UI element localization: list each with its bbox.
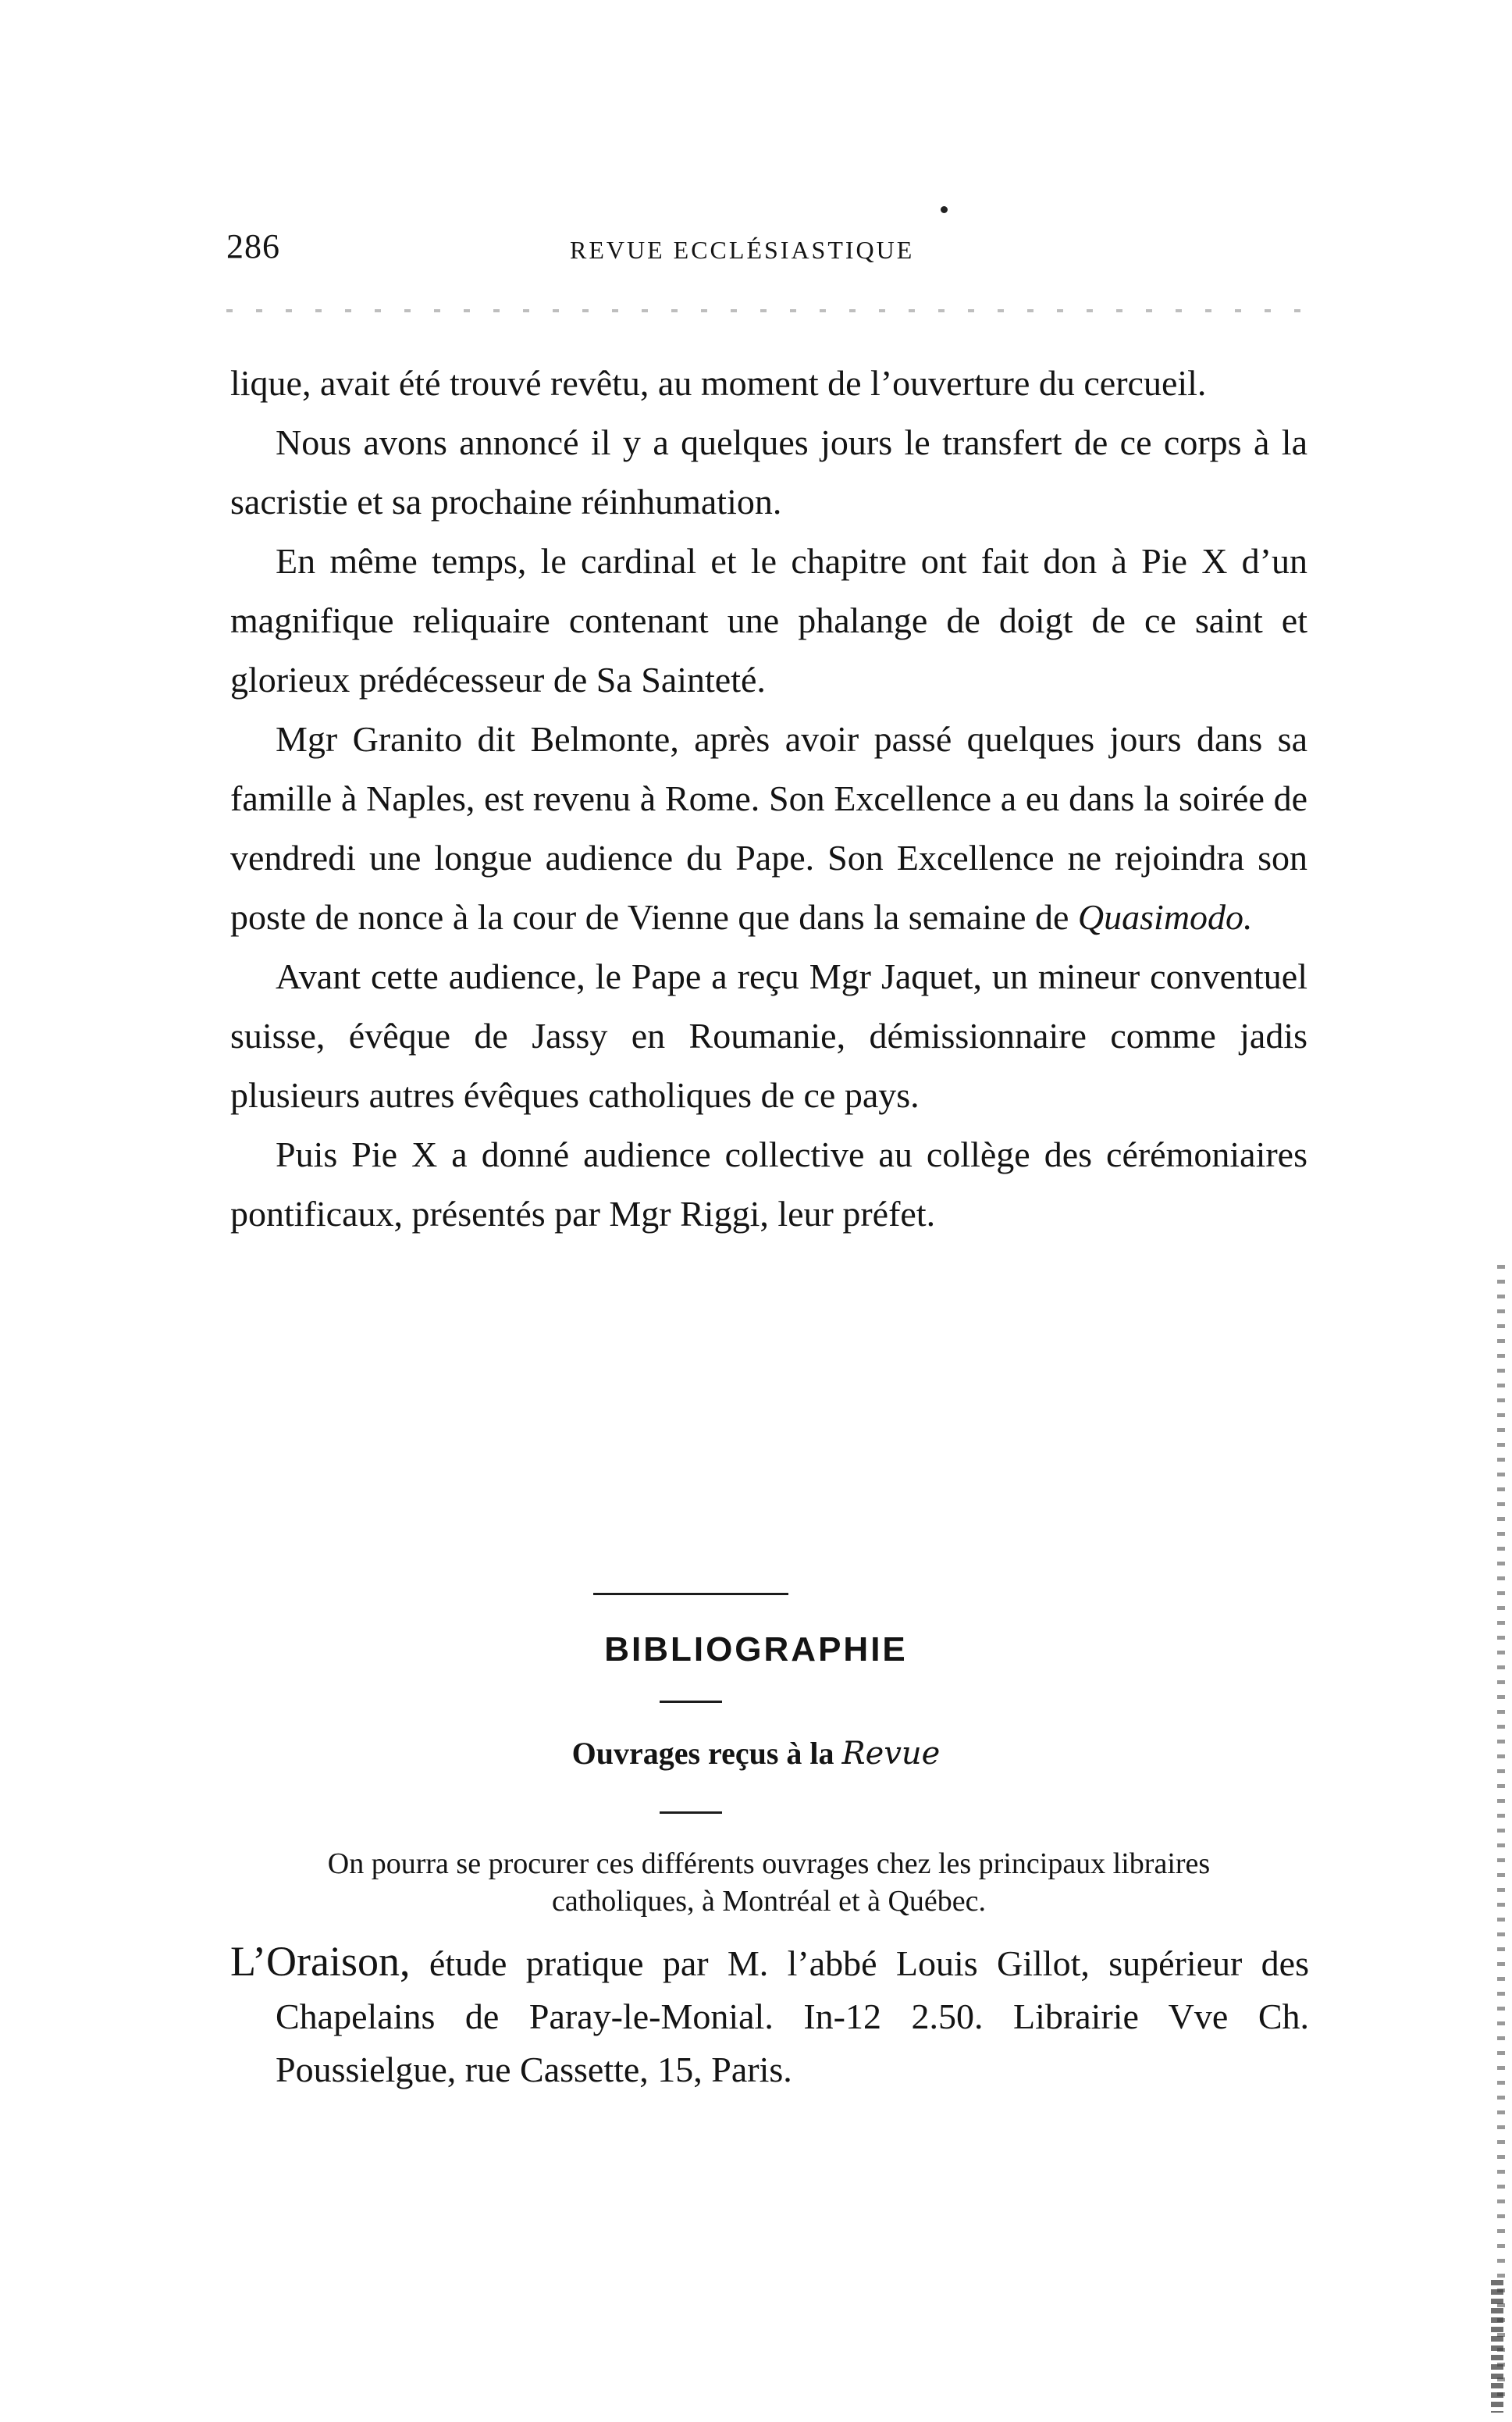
book-entry bbox=[230, 1935, 1309, 2096]
header-rule bbox=[226, 309, 1308, 312]
small-divider bbox=[660, 1701, 722, 1703]
paragraph: Puis Pie X a donné audience collective au collège des cérémoniaires pontificaux, présentés par Mgr Riggi, leur préfet. bbox=[230, 1134, 1307, 1234]
italic-word: Quasimodo. bbox=[1077, 897, 1253, 937]
subheading-revue: Revue bbox=[841, 1736, 941, 1772]
scan-edge-artifact bbox=[1491, 2280, 1503, 2413]
book-title: L’Oraison, bbox=[230, 1938, 411, 1985]
subheading-text: Ouvrages reçus à la bbox=[571, 1736, 834, 1771]
scan-edge-artifact bbox=[1497, 1265, 1505, 2405]
small-divider bbox=[660, 1811, 722, 1814]
running-head bbox=[226, 223, 1308, 270]
paragraph: lique, avait été trouvé revêtu, au moment de l’ouverture du cercueil. bbox=[230, 363, 1207, 403]
availability-notice: On pourra se procurer ces différents ouvrages chez les principaux libraires catholiques, à Montréal et à Québec. bbox=[327, 1847, 1211, 1918]
book-description: étude pratique par M. l’abbé Louis Gillot, supérieur des Chapelains de Paray-le-Monial. In-12 2.50. Librairie Vve Ch. Poussielgue, rue Cassette, 15, Paris. bbox=[276, 1943, 1309, 2089]
paragraph-text: Mgr Granito dit Belmonte, après avoir passé quelques jours dans sa famille à Naples, est revenu à Rome. Son Excellence a eu dans la soirée de vendredi une longue audience du Pape. Son Excellence ne rejoindra son poste de nonce à la cour de Vienne que dans la semaine de bbox=[230, 719, 1307, 937]
ink-dot bbox=[941, 206, 948, 213]
paragraph: Avant cette audience, le Pape a reçu Mgr Jaquet, un mineur conventuel suisse, évêque de Jassy en Roumanie, démissionnaire comme jadis plusieurs autres évêques catholiques de ce pays. bbox=[230, 956, 1307, 1115]
paragraph: En même temps, le cardinal et le chapitre ont fait don à Pie X d’un magnifique reliquaire contenant une phalange de doigt de ce saint et glorieux prédécesseur de Sa Sainteté. bbox=[230, 541, 1307, 700]
article-body bbox=[230, 354, 1307, 1244]
paragraph bbox=[230, 710, 1307, 947]
subsection-heading bbox=[0, 1735, 1512, 1772]
paragraph: Nous avons annoncé il y a quelques jours le transfert de ce corps à la sacristie et sa prochaine réinhumation. bbox=[230, 422, 1307, 522]
section-heading: BIBLIOGRAPHIE bbox=[604, 1630, 908, 1669]
journal-title: REVUE ECCLÉSIASTIQUE bbox=[570, 236, 915, 264]
section-divider bbox=[593, 1593, 788, 1595]
page-number: 286 bbox=[226, 227, 280, 265]
